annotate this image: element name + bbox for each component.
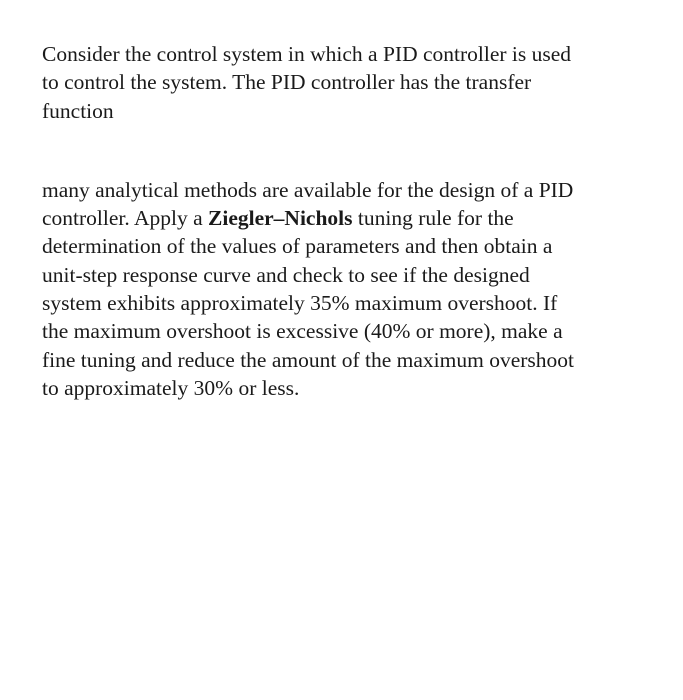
text-line: system exhibits approximately 35% maximum overshoot. If	[42, 291, 558, 316]
text-line: determination of the values of parameters and then obtain a	[42, 234, 553, 259]
text-line: function	[42, 98, 114, 123]
text-segment: tuning rule for the	[352, 206, 514, 231]
paragraph-task	[42, 176, 642, 402]
text-line: many analytical methods are available for the design of a PID	[42, 177, 574, 202]
text-line: unit-step response curve and check to see if the designed	[42, 262, 530, 287]
text-line	[42, 204, 642, 232]
paragraph-spacer	[42, 125, 642, 176]
emphasis-ziegler-nichols: Ziegler–Nichols	[208, 206, 353, 231]
paragraph-intro	[42, 40, 642, 125]
text-segment: controller. Apply a	[42, 206, 208, 231]
document-body	[42, 40, 642, 402]
text-line: Consider the control system in which a PID controller is used	[42, 42, 572, 66]
text-line: the maximum overshoot is excessive (40% or more), make a	[42, 319, 563, 344]
text-line: to control the system. The PID controller has the transfer	[42, 70, 532, 95]
text-line: fine tuning and reduce the amount of the maximum overshoot	[42, 347, 574, 372]
text-line: to approximately 30% or less.	[42, 375, 300, 400]
